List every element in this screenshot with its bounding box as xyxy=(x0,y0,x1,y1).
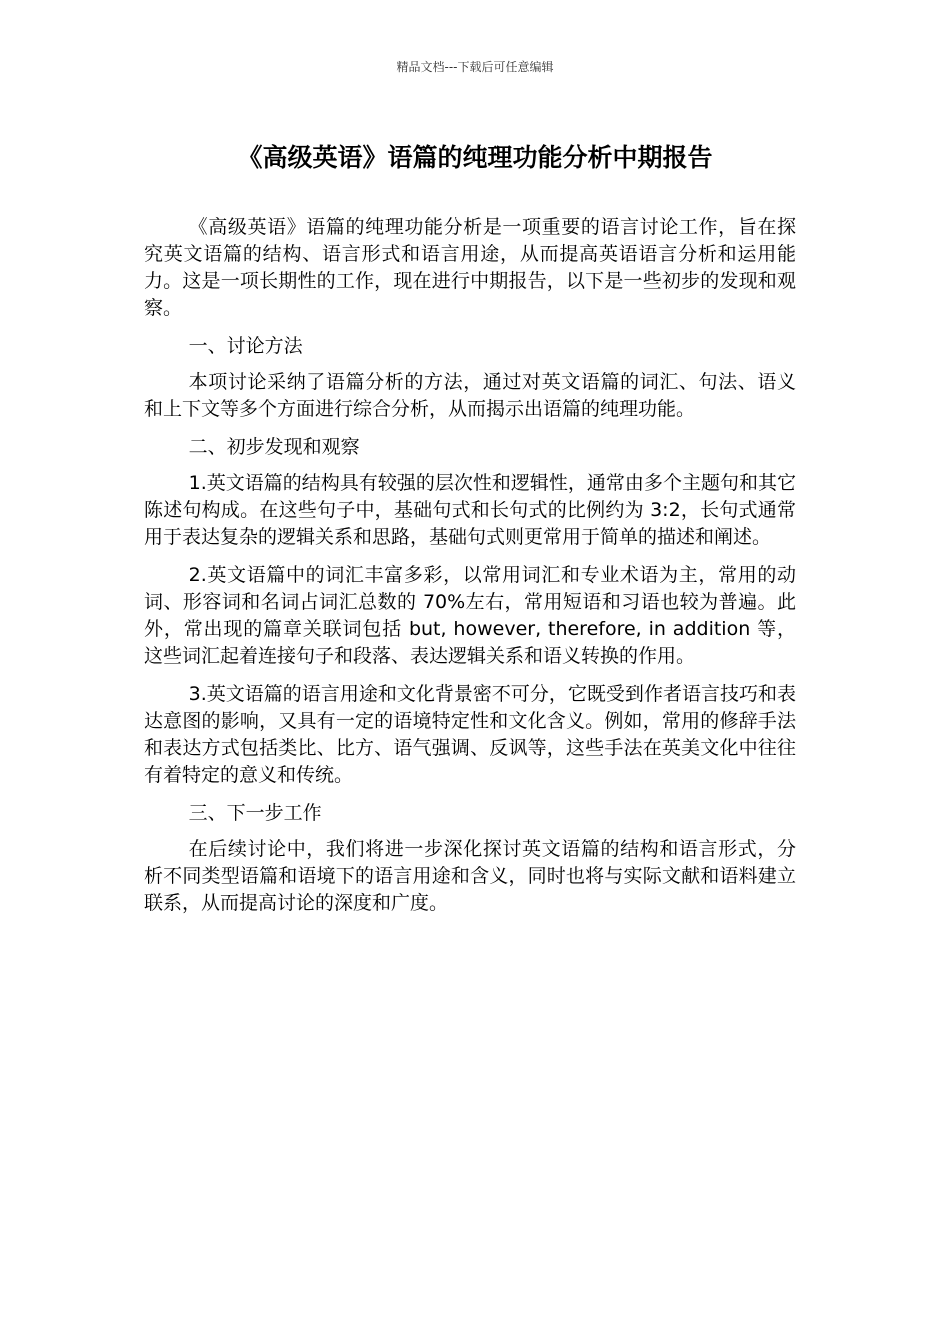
section-heading-method: 一、讨论方法 xyxy=(188,335,303,357)
document-title: 《高级英语》语篇的纯理功能分析中期报告 xyxy=(237,143,713,172)
method-paragraph: 本项讨论采纳了语篇分析的方法，通过对英文语篇的词汇、句法、语义和上下文等多个方面进行综合分析，从而揭示出语篇的纯理功能。 xyxy=(144,371,796,420)
next-steps-paragraph: 在后续讨论中，我们将进一步深化探讨英文语篇的结构和语言形式，分析不同类型语篇和语境下的语言用途和含义，同时也将与实际文献和语料建立联系，从而提高讨论的深度和广度。 xyxy=(144,838,796,914)
section-heading-next-steps: 三、下一步工作 xyxy=(188,802,322,824)
document-body xyxy=(144,214,796,928)
finding-paragraph-1: 1.英文语篇的结构具有较强的层次性和逻辑性，通常由多个主题句和其它陈述句构成。在这些句子中，基础句式和长句式的比例约为 3:2，长句式通常用于表达复杂的逻辑关系和思路，基础句式则更常用于简单的描述和阐述。 xyxy=(144,472,796,548)
finding-paragraph-2: 2.英文语篇中的词汇丰富多彩，以常用词汇和专业术语为主，常用的动词、形容词和名词占词汇总数的 70%左右，常用短语和习语也较为普遍。此外，常出现的篇章关联词包括 but, however, therefore, in addition 等，这些词汇起着连接句子和段落、表达逻辑关系和语义转换的作用。 xyxy=(144,564,796,667)
intro-paragraph: 《高级英语》语篇的纯理功能分析是一项重要的语言讨论工作，旨在探究英文语篇的结构、语言形式和语言用途，从而提高英语语言分析和运用能力。这是一项长期性的工作，现在进行中期报告，以下是一些初步的发现和观察。 xyxy=(144,216,796,319)
header-note: 精品文档---下载后可任意编辑 xyxy=(396,60,554,74)
finding-paragraph-3: 3.英文语篇的语言用途和文化背景密不可分，它既受到作者语言技巧和表达意图的影响，又具有一定的语境特定性和文化含义。例如，常用的修辞手法和表达方式包括类比、比方、语气强调、反讽等，这些手法在英美文化中往往有着特定的意义和传统。 xyxy=(144,683,796,786)
section-heading-findings: 二、初步发现和观察 xyxy=(188,436,360,458)
